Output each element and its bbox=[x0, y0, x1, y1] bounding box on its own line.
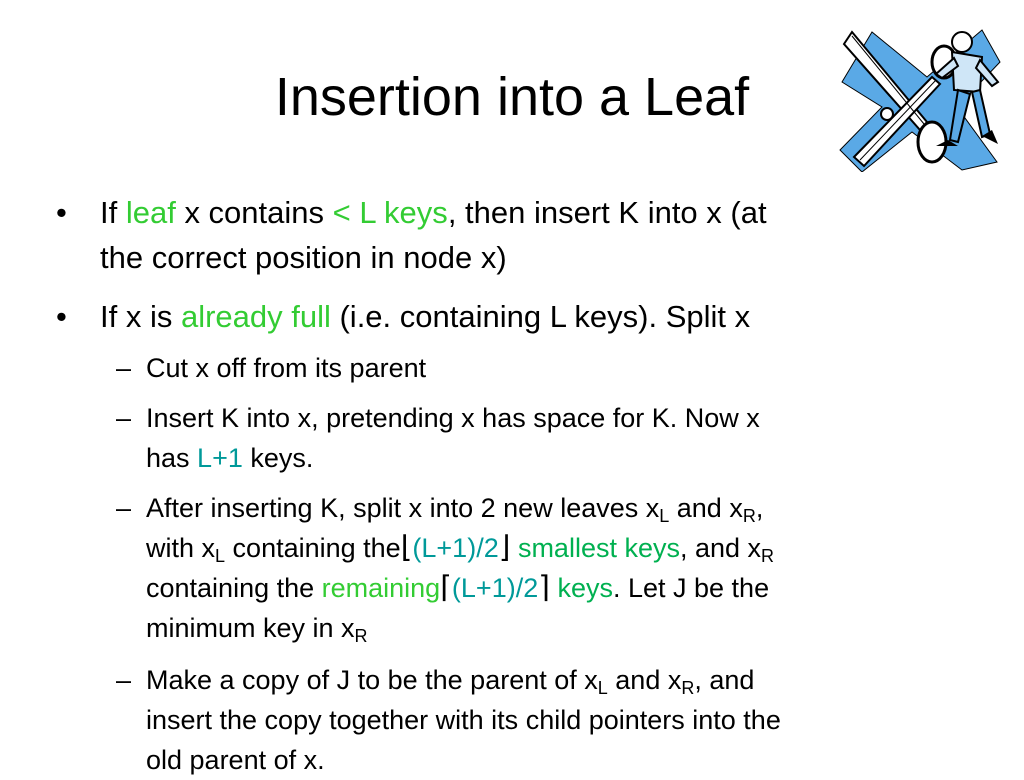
bullet-2 bbox=[56, 294, 980, 339]
bullet-text: x contains bbox=[175, 195, 333, 230]
highlight-smallest-keys: smallest keys bbox=[510, 533, 680, 563]
sub-bullet-text: minimum key in x bbox=[146, 613, 355, 643]
sub-bullet-text: containing the bbox=[146, 573, 322, 603]
dash-marker: – bbox=[116, 665, 132, 695]
subscript: L bbox=[659, 506, 670, 526]
bullet-text: If x is bbox=[100, 299, 181, 334]
highlight-formula: (L+1)/2 bbox=[412, 533, 499, 563]
sub-bullet-text: . Let J be the bbox=[612, 573, 770, 603]
subscript: L bbox=[215, 546, 226, 566]
sub-bullet-text: insert the copy together with its child pointers into the bbox=[146, 705, 781, 735]
highlight-already-full: already full bbox=[180, 299, 331, 334]
sub-bullet-3 bbox=[116, 488, 966, 648]
subscript: R bbox=[681, 678, 695, 698]
sub-bullet-text: and x bbox=[669, 493, 743, 523]
sub-bullet-text: keys. bbox=[242, 443, 314, 473]
sub-bullet-text: with x bbox=[146, 533, 216, 563]
sub-bullet-text: Insert K into x, pretending x has space for K. Now x bbox=[146, 403, 760, 433]
bullet-text: If bbox=[100, 195, 126, 230]
bullet-marker: • bbox=[56, 195, 67, 230]
highlight-formula: (L+1)/2 bbox=[451, 573, 539, 603]
subscript: R bbox=[742, 506, 756, 526]
ceil-right-symbol: ⌉ bbox=[538, 571, 550, 604]
bullet-marker: • bbox=[56, 299, 67, 334]
sub-bullet-text: , bbox=[755, 493, 764, 523]
sub-bullet-4 bbox=[116, 660, 966, 780]
dash-marker: – bbox=[116, 493, 132, 523]
subscript: L bbox=[597, 678, 608, 698]
sub-bullet-text: , and bbox=[694, 665, 755, 695]
subscript: R bbox=[761, 546, 775, 566]
floor-right-symbol: ⌋ bbox=[498, 531, 511, 564]
highlight-l-plus-1: L+1 bbox=[197, 443, 243, 473]
highlight-remaining: remaining bbox=[321, 573, 441, 603]
bullet-text: the correct position in node x) bbox=[100, 240, 507, 275]
highlight-keys: keys bbox=[549, 573, 613, 603]
sub-bullet-text: containing the bbox=[225, 533, 401, 563]
slide-title: Insertion into a Leaf bbox=[274, 67, 750, 127]
floor-left-symbol: ⌊ bbox=[400, 531, 413, 564]
sub-bullet-text: has bbox=[146, 443, 198, 473]
bullet-text: (i.e. containing L keys). Split x bbox=[330, 299, 751, 334]
sub-bullet-1 bbox=[116, 348, 966, 388]
sub-bullet-2 bbox=[116, 398, 966, 478]
bullet-text: , then insert K into x (at bbox=[447, 195, 767, 230]
sub-bullet-text: Cut x off from its parent bbox=[146, 353, 427, 383]
dash-marker: – bbox=[116, 353, 132, 383]
bullet-1 bbox=[56, 190, 980, 280]
highlight-leaf: leaf bbox=[125, 195, 176, 230]
sub-bullet-text: After inserting K, split x into 2 new leaves x bbox=[146, 493, 660, 523]
sub-bullet-text: , and x bbox=[679, 533, 762, 563]
sub-bullet-text: old parent of x. bbox=[146, 745, 325, 775]
sub-bullet-text: and x bbox=[607, 665, 682, 695]
highlight-less-than-l-keys: < L keys bbox=[332, 195, 448, 230]
subscript: R bbox=[354, 626, 368, 646]
ceil-left-symbol: ⌈ bbox=[440, 571, 452, 604]
sub-bullet-text: Make a copy of J to be the parent of x bbox=[146, 665, 598, 695]
dash-marker: – bbox=[116, 403, 132, 433]
